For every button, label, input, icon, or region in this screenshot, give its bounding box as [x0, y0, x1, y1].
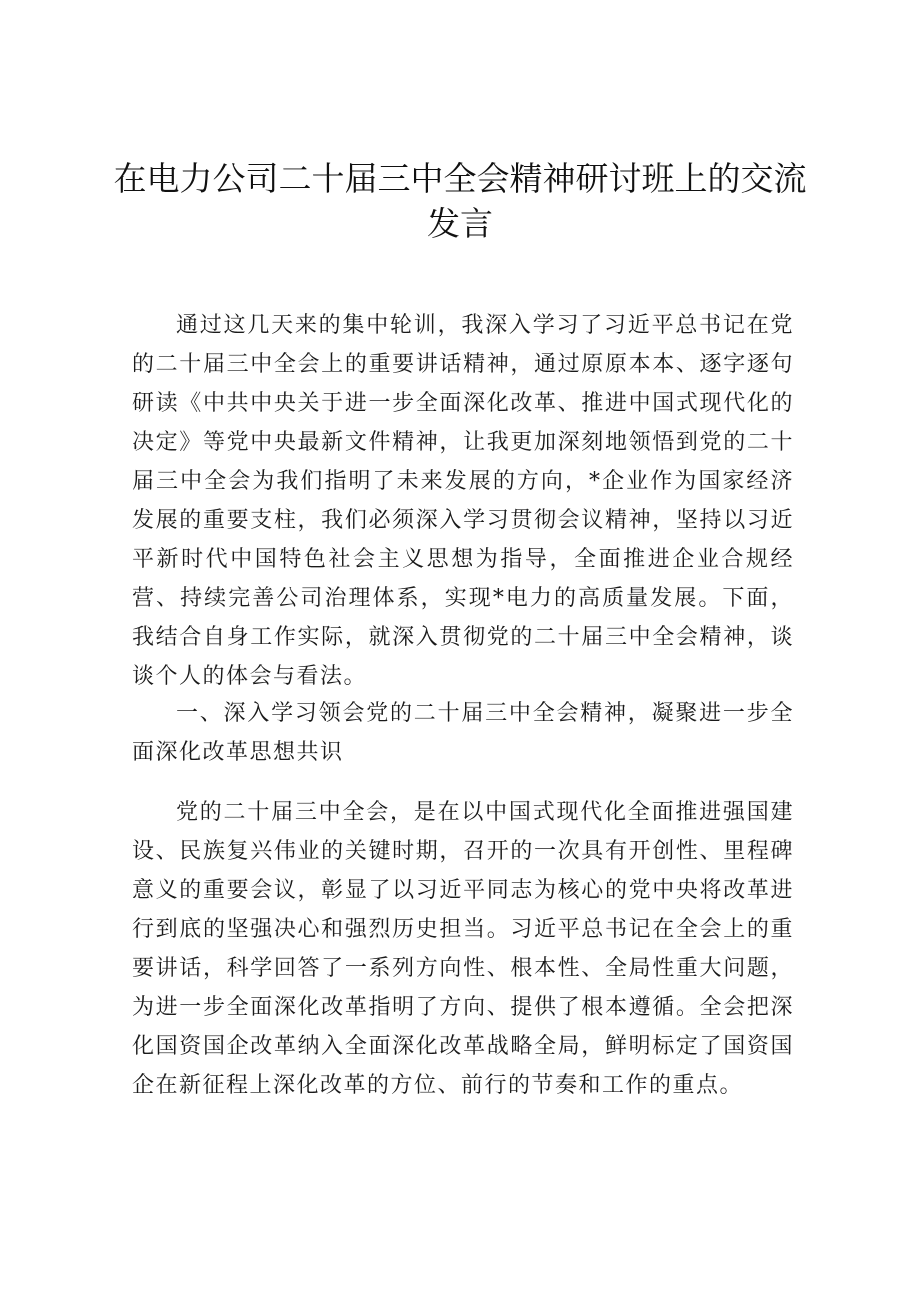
intro-paragraph: 通过这几天来的集中轮训，我深入学习了习近平总书记在党的二十届三中全会上的重要讲话精神，通过原原本本、逐字逐句研读《中共中央关于进一步全面深化改革、推进中国式现代化的决定》等党中央最新文件精神，让我更加深刻地领悟到党的二十届三中全会为我们指明了未来发展的方向，*企业作为国家经济发展的重要支柱，我们必须深入学习贯彻会议精神，坚持以习近平新时代中国特色社会主义思想为指导，全面推进企业合规经营、持续完善公司治理体系，实现*电力的高质量发展。下面，我结合自身工作实际，就深入贯彻党的二十届三中全会精神，谈谈个人的体会与看法。 [132, 313, 794, 689]
section-1-paragraph: 党的二十届三中全会，是在以中国式现代化全面推进强国建设、民族复兴伟业的关键时期，召开的一次具有开创性、里程碑意义的重要会议，彰显了以习近平同志为核心的党中央将改革进行到底的坚强决心和强烈历史担当。习近平总书记在全会上的重要讲话，科学回答了一系列方向性、根本性、全局性重大问题，为进一步全面深化改革指明了方向、提供了根本遵循。全会把深化国资国企改革纳入全面深化改革战略全局，鲜明标定了国资国企在新征程上深化改革的方位、前行的节奏和工作的重点。 [132, 800, 794, 1098]
document-title: 在电力公司二十届三中全会精神研讨班上的交流发言 [113, 159, 807, 243]
section-heading-1: 一、深入学习领会党的二十届三中全会精神，凝聚进一步全面深化改革思想共识 [132, 701, 794, 765]
